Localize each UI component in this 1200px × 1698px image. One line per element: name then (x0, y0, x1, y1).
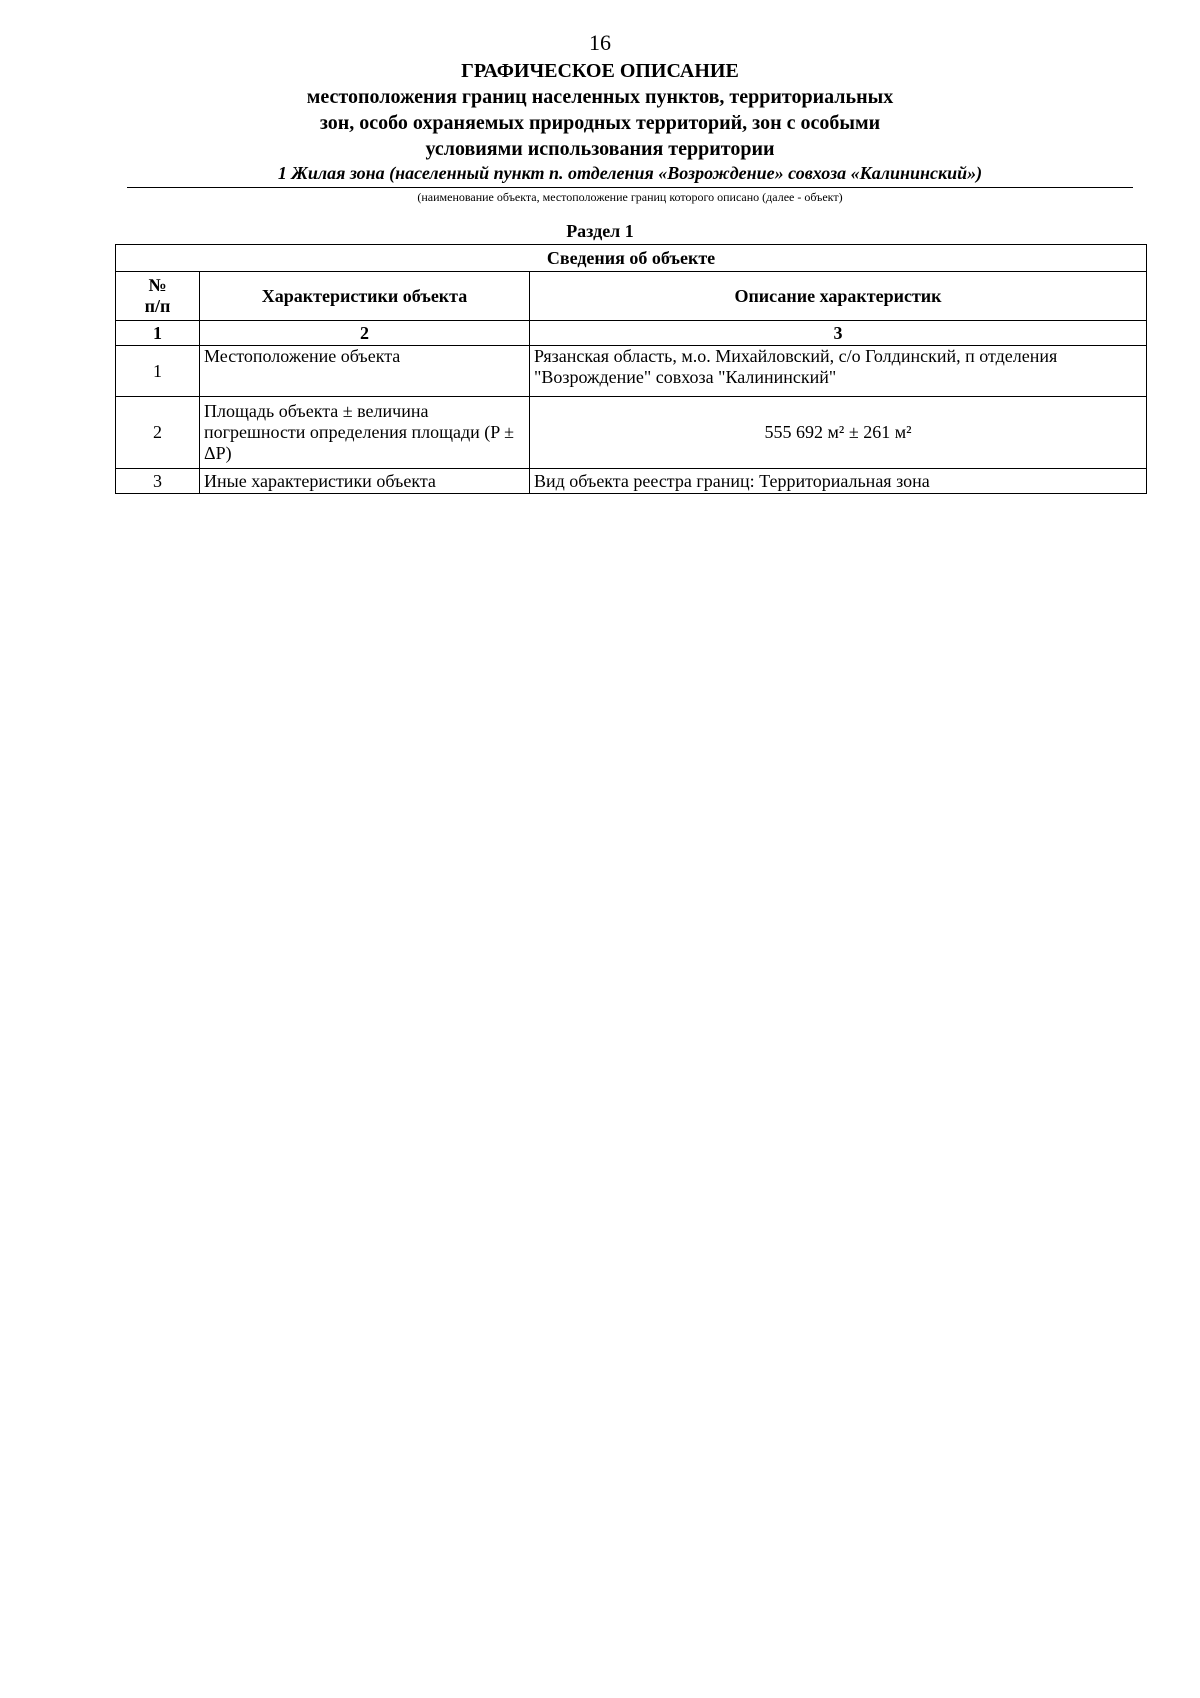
row-description: Рязанская область, м.о. Михайловский, с/о Голдинский, п отделения "Возрождение" совхоза "Калининский" (530, 346, 1147, 397)
table-row (116, 397, 1147, 469)
table-caption-row (116, 245, 1147, 272)
row-number: 1 (116, 346, 200, 397)
object-caption: (наименование объекта, местоположение границ которого описано (далее - объект) (417, 190, 843, 204)
heading-title: ГРАФИЧЕСКОЕ ОПИСАНИЕ (461, 60, 739, 82)
row-characteristic: Площадь объекта ± величина погрешности определения площади (P ± ΔP) (200, 397, 530, 469)
object-name: 1 Жилая зона (населенный пункт п. отделения «Возрождение» совхоза «Калининский») (277, 163, 983, 183)
row-description: 555 692 м² ± 261 м² (530, 397, 1147, 469)
object-info-table (115, 244, 1147, 494)
heading-subtitle-line-3: условиями использования территории (425, 138, 775, 160)
header-description: Описание характеристик (530, 272, 1147, 321)
column-number-3: 3 (530, 321, 1147, 346)
column-number-1: 1 (116, 321, 200, 346)
table-header-row (116, 272, 1147, 321)
table-caption: Сведения об объекте (116, 245, 1147, 272)
header-num-symbol: № (148, 275, 167, 295)
table-row (116, 346, 1147, 397)
row-number: 2 (116, 397, 200, 469)
heading-subtitle-line-2: зон, особо охраняемых природных территорий, зон с особыми (319, 112, 881, 134)
page-number: 16 (589, 30, 611, 55)
section-title: Раздел 1 (566, 221, 634, 241)
row-number: 3 (116, 469, 200, 494)
row-description: Вид объекта реестра границ: Территориальная зона (530, 469, 1147, 494)
header-num-abbr: п/п (144, 296, 171, 316)
column-number-2: 2 (200, 321, 530, 346)
header-characteristic: Характеристики объекта (200, 272, 530, 321)
header-num (116, 272, 200, 321)
object-name-underline (127, 187, 1133, 188)
row-characteristic: Иные характеристики объекта (200, 469, 530, 494)
row-characteristic: Местоположение объекта (200, 346, 530, 397)
heading-subtitle-line-1: местоположения границ населенных пунктов, территориальных (306, 86, 894, 108)
table-row (116, 469, 1147, 494)
column-number-row (116, 321, 1147, 346)
document-heading (0, 58, 1200, 162)
